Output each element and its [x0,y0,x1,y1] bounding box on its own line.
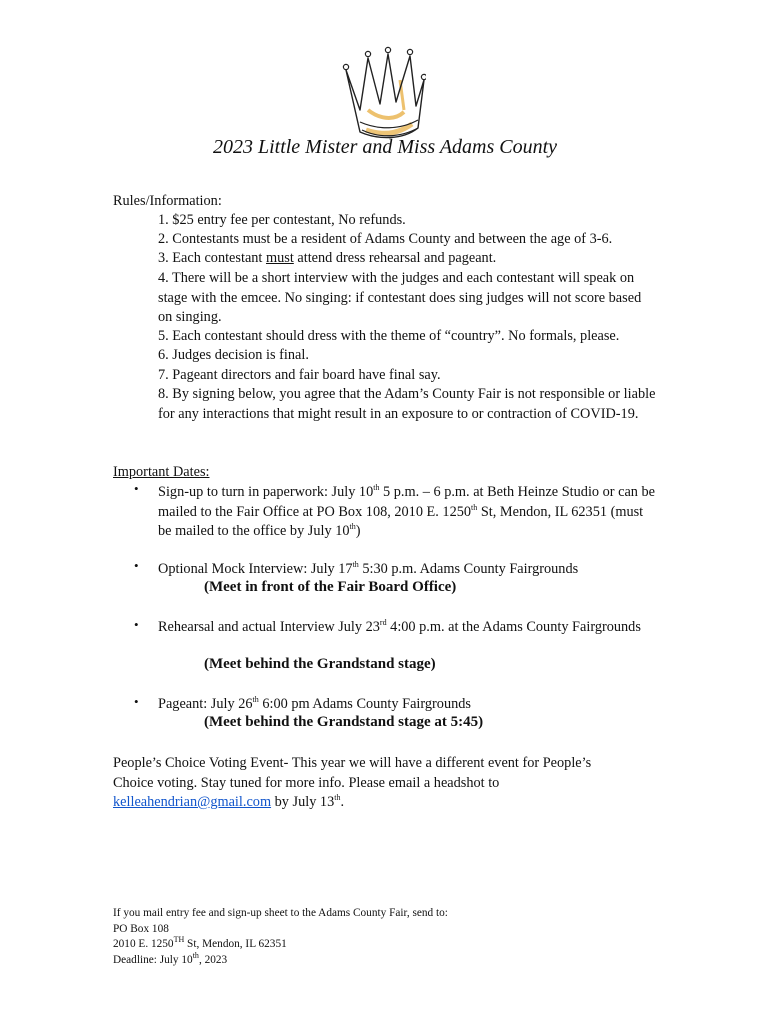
rule-item: 4. There will be a short interview with the judges and each contestant will speak on stage with the emcee. No singing: if contestant does sing judges will not score based on singing. [158,270,642,325]
date-note: (Meet in front of the Fair Board Office) [204,579,457,595]
footer-line: 2010 E. 1250TH St, Mendon, IL 62351 [113,935,287,950]
footer-line: Deadline: July 10th, 2023 [113,950,228,966]
rule-item: 1. $25 entry fee per contestant, No refunds. [158,212,406,228]
rules-heading: Rules/Information: [113,193,222,209]
footer-line: PO Box 108 [113,922,169,935]
dates-heading: Important Dates: [113,464,210,480]
rule-item: 7. Pageant directors and fair board have final say. [158,367,441,383]
rule-item: 6. Judges decision is final. [158,347,309,363]
crown-icon [338,40,426,144]
rule-item: 5. Each contestant should dress with the theme of “country”. No formals, please. [158,328,620,344]
bullet-icon: • [134,558,139,573]
rule-item: 2. Contestants must be a resident of Adams County and between the age of 3-6. [158,231,613,247]
rule-item: 3. Each contestant must attend dress rehearsal and pageant. [158,250,497,266]
emphasis-must: must [265,250,294,266]
date-item-mock-interview: Optional Mock Interview: July 17th 5:30 p.m. Adams County Fairgrounds [158,560,579,577]
rule-item: 8. By signing below, you agree that the Adam’s County Fair is not responsible or liable for any interactions that might result in an exposure to or contraction of COVID-19. [158,386,656,422]
date-note: (Meet behind the Grandstand stage) [204,656,436,672]
mailing-footer [113,906,448,968]
bullet-icon: • [134,481,139,496]
bullet-icon: • [134,694,139,709]
voting-paragraph: People’s Choice Voting Event- This year we will have a different event for People’s Choice voting. Stay tuned for more info. Please email a headshot to kelleahendrian@gmail.com by July 13th. [113,755,592,810]
bullet-icon: • [134,617,139,632]
date-item-pageant: Pageant: July 26th 6:00 pm Adams County Fairgrounds [158,695,471,712]
date-note: (Meet behind the Grandstand stage at 5:45) [204,714,484,730]
date-item-signup: Sign-up to turn in paperwork: July 10th 5 p.m. – 6 p.m. at Beth Heinze Studio or can be mailed to the Fair Office at PO Box 108, 2010 E. 1250th St, Mendon, IL 62351 (must be mailed to the office by July 10th) [158,483,656,539]
email-link[interactable]: kelleahendrian@gmail.com [113,794,272,810]
page-title: 2023 Little Mister and Miss Adams County [212,136,558,158]
footer-line: If you mail entry fee and sign-up sheet to the Adams County Fair, send to: [113,907,448,919]
date-item-rehearsal: Rehearsal and actual Interview July 23rd 4:00 p.m. at the Adams County Fairgrounds [158,618,641,635]
